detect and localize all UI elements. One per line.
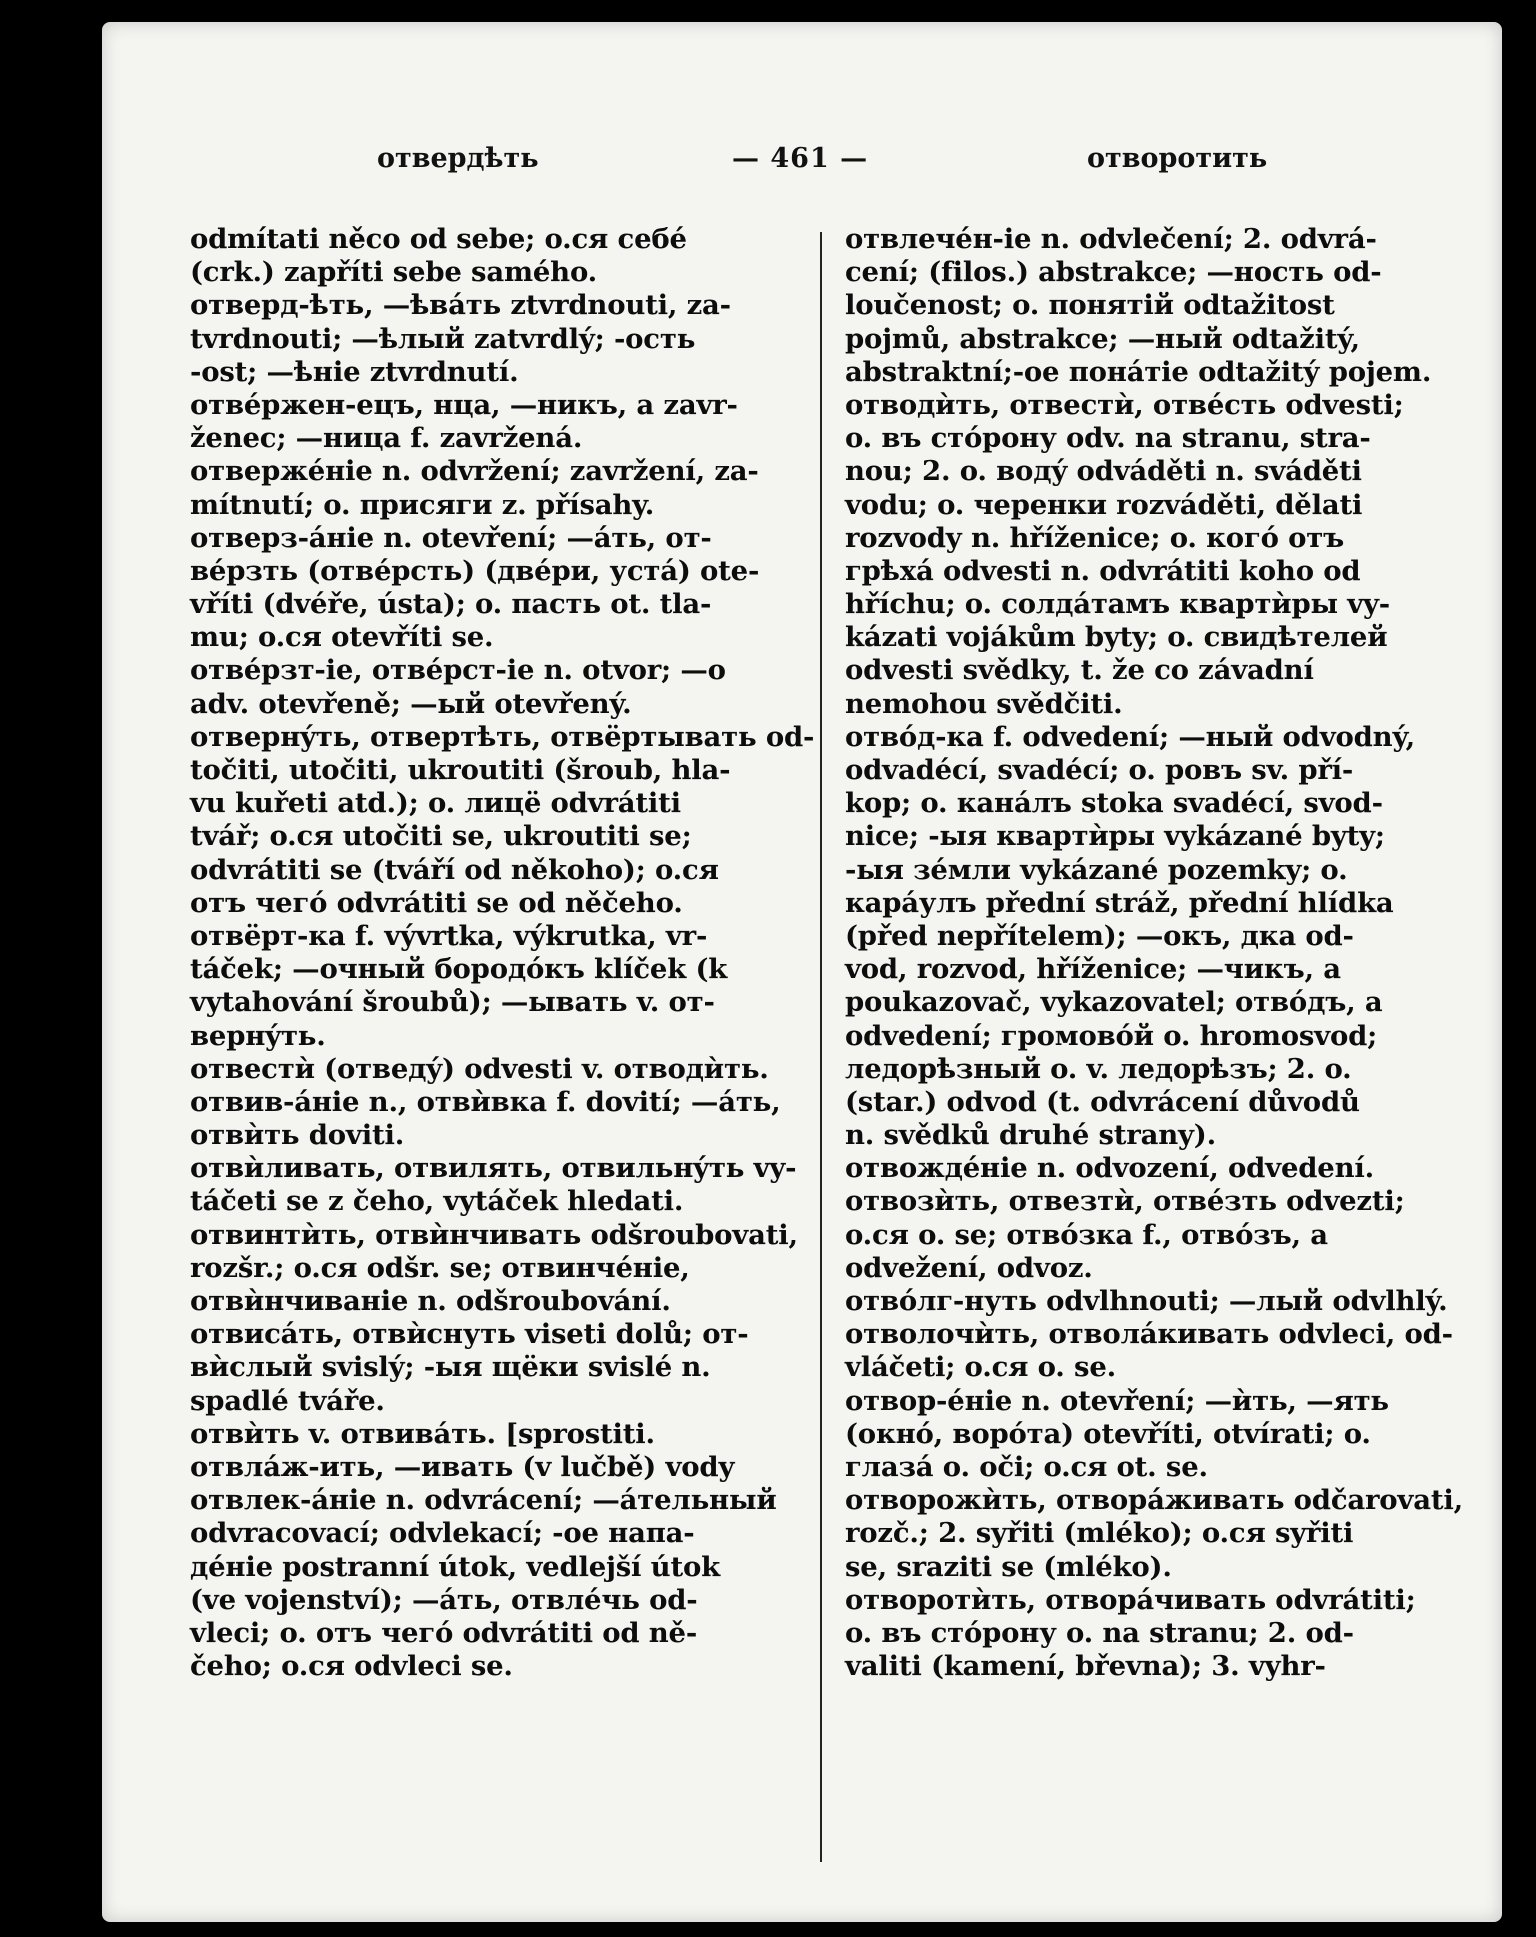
text-line: kázati vojákům byty; o. свидѣтелей (845, 621, 1388, 654)
text-line: tvrdnouti; —ѣлый zatvrdlý; -ость (190, 322, 696, 355)
text-line: vříti (dvéře, ústa); o. пасть ot. tla- (190, 588, 712, 621)
text-line: отвлечéн-ie n. odvlečení; 2. odvrá- (845, 223, 1377, 255)
text-line: дéніе postranní útok, vedlejší útok (190, 1550, 720, 1583)
text-line: отвисáть, отвѝснуть viseti dolů; от- (190, 1318, 749, 1351)
text-line: отворотѝть, отворáчивать odvrátiti; (845, 1583, 1416, 1616)
text-line: вéрзть (отвéрсть) (двéри, устá) ote- (190, 554, 760, 587)
page-header (102, 143, 1502, 183)
text-line: отволочѝть, отволáкивать odvleci, od- (845, 1318, 1453, 1351)
text-line: o.ся o. se; отвóзка f., отвóзъ, a (845, 1218, 1328, 1251)
text-line: n. svědků druhé strany). (845, 1119, 1216, 1152)
text-line: ледорѣзный o. v. ледорѣзъ; 2. o. (845, 1052, 1352, 1085)
text-line: odvesti svědky, t. že co závadní (845, 654, 1314, 687)
text-line: отводѝть, отвестѝ, отвéсть odvesti; (845, 388, 1404, 421)
text-line: vodu; o. черенки rozváděti, dělati (845, 488, 1363, 521)
text-line: отвержéніе n. odvržení; zavržení, za- (190, 455, 759, 488)
text-line: отвéржен-ецъ, нца, —никъ, a zavr- (190, 388, 738, 421)
left-guide-word: отвердѣть (377, 143, 539, 174)
text-line: отвóд-ка f. odvedení; —ный odvodný, (845, 720, 1415, 753)
text-line: hříchu; o. солдáтамъ квартѝры vy- (845, 588, 1391, 621)
text-line: вернýть. (190, 1019, 326, 1052)
text-line: o. въ стóрону o. na stranu; 2. od- (845, 1616, 1354, 1649)
text-line: отвозѝть, отвезтѝ, отвéзть odvezti; (845, 1185, 1405, 1218)
text-line: ženec; —ница f. zavržená. (190, 422, 583, 455)
text-line: táčeti se z čeho, vytáček hledati. (190, 1185, 684, 1218)
text-line: -ost; —ѣніе ztvrdnutí. (190, 355, 519, 388)
right-column (845, 223, 1463, 1683)
text-line: o. въ стóрону odv. na stranu, stra- (845, 422, 1371, 455)
text-line: карáулъ přední stráž, přední hlídka (845, 886, 1394, 919)
text-line: valiti (kamení, břevna); 3. vyhr- (845, 1650, 1326, 1683)
text-line: отвѝливать, отвилять, отвильнýть vy- (190, 1152, 797, 1185)
text-line: глазá o. oči; o.ся ot. se. (845, 1450, 1208, 1483)
column-divider (820, 232, 822, 1862)
text-line: nemohou svědčiti. (845, 687, 1123, 720)
text-line: odvežení, odvoz. (845, 1251, 1093, 1284)
text-line: отвождéніе n. odvození, odvedení. (845, 1152, 1374, 1185)
text-line: отвóлг-нуть odvlhnouti; —лый odvlhlý. (845, 1285, 1448, 1317)
text-line: rozšr.; o.ся odšr. se; отвинчéніе, (190, 1251, 690, 1284)
text-line: táček; —очный бородóкъ klíček (k (190, 953, 728, 986)
text-line: abstraktní;-oe понáтie odtažitý pojem. (845, 355, 1432, 388)
text-line: tvář; o.ся utočiti se, ukroutiti se; (190, 820, 692, 853)
text-line: vleci; o. отъ чегó odvrátiti od ně- (190, 1616, 698, 1649)
text-line: vláčeti; o.ся o. se. (845, 1351, 1116, 1384)
text-line: rozč.; 2. syřiti (mléko); o.ся syřiti (845, 1517, 1354, 1550)
text-line: грѣхá odvesti n. odvrátiti koho od (845, 554, 1361, 587)
text-line: cení; (filos.) abstrakce; —ность od- (845, 256, 1382, 289)
text-line: odmítati něco od sebe; o.ся себé (190, 223, 687, 255)
text-line: odvedení; громовóй o. hromosvod; (845, 1019, 1378, 1052)
text-line: отвестѝ (отведý) odvesti v. отводѝть. (190, 1052, 769, 1085)
text-line: vu kuřeti atd.); o. лицё odvrátiti (190, 787, 681, 820)
text-line: вѝслый svislý; -ыя щёки svislé n. (190, 1351, 711, 1384)
text-line: loučenost; o. понятій odtažitost (845, 289, 1335, 322)
text-line: odvracovací; odvlekací; -oe напа- (190, 1517, 695, 1550)
right-guide-word: отворотить (1087, 143, 1268, 174)
text-line: отвёрт-ка f. vývrtka, výkrutka, vr- (190, 919, 708, 952)
text-line: adv. otevřeně; —ый otevřený. (190, 687, 632, 720)
text-line: -ыя зéмли vykázané pozemky; o. (845, 853, 1348, 886)
text-line: vod, rozvod, hříženice; —чикъ, a (845, 953, 1341, 986)
text-line: (před nepřítelem); —окъ, дка od- (845, 919, 1354, 952)
text-line: odvrátiti se (tváří od někoho); o.ся (190, 853, 719, 886)
text-line: отвѝть doviti. (190, 1119, 405, 1152)
text-line: отвинтѝть, отвѝнчивать odšroubovati, (190, 1218, 798, 1251)
text-line: отверз-áніе n. otevření; —áть, от- (190, 521, 712, 554)
text-line: отъ чегó odvrátiti se od něčeho. (190, 886, 683, 919)
text-line: se, sraziti se (mléko). (845, 1550, 1172, 1583)
text-line: kop; o. канáлъ stoka svadécí, svod- (845, 787, 1383, 820)
page-number: — 461 — (732, 143, 869, 174)
text-line: odvadécí, svadécí; o. ровъ sv. pří- (845, 754, 1354, 786)
text-line: отвор-éніе n. otevření; —ѝть, —ять (845, 1384, 1389, 1417)
text-line: rozvody n. hříženice; o. когó отъ (845, 521, 1344, 554)
text-line: (ve vojenství); —áть, отвлéчь od- (190, 1583, 698, 1616)
text-line: отвлáж-ить, —ивать (v lučbě) vody (190, 1450, 735, 1483)
text-line: отвлек-áніе n. odvrácení; —áтельный (190, 1484, 777, 1517)
text-line: pojmů, abstrakce; —ный odtažitý, (845, 322, 1360, 355)
text-line: mítnutí; o. присяги z. přísahy. (190, 488, 655, 521)
text-line: točiti, utočiti, ukroutiti (šroub, hla- (190, 754, 731, 786)
text-line: отвѝть v. отвивáть. [sprostiti. (190, 1417, 655, 1450)
text-line: mu; o.ся otevříti se. (190, 621, 494, 654)
text-line: (crk.) zapříti sebe samého. (190, 256, 597, 289)
text-line: отвернýть, отвертѣть, отвёртывать od- (190, 720, 815, 753)
text-line: poukazovač, vykazovatel; отвóдъ, a (845, 986, 1383, 1019)
text-line: vytahování šroubů); —ывать v. от- (190, 986, 715, 1019)
text-line: čeho; o.ся odvleci se. (190, 1650, 513, 1683)
text-line: (oкнó, ворóта) otevříti, otvírati; o. (845, 1417, 1371, 1450)
text-line: nice; -ыя квартѝры vykázané byty; (845, 820, 1385, 853)
text-line: (star.) odvod (t. odvrácení důvodů (845, 1085, 1360, 1118)
text-line: отверд-ѣть, —ѣвáть ztvrdnouti, za- (190, 289, 731, 322)
text-line: отвив-áніе n., отвѝвка f. dovití; —áть, (190, 1085, 781, 1118)
text-line: отвѝнчиваніе n. odšroubování. (190, 1285, 671, 1317)
text-line: отворожѝть, отворáживать odčarovati, (845, 1484, 1463, 1517)
text-line: отвéрзт-ie, отвéрст-ie n. otvor; —o (190, 654, 726, 687)
text-line: spadlé tváře. (190, 1384, 385, 1417)
text-line: nou; 2. o. водý odváděti n. sváděti (845, 455, 1362, 488)
left-column (190, 223, 815, 1683)
